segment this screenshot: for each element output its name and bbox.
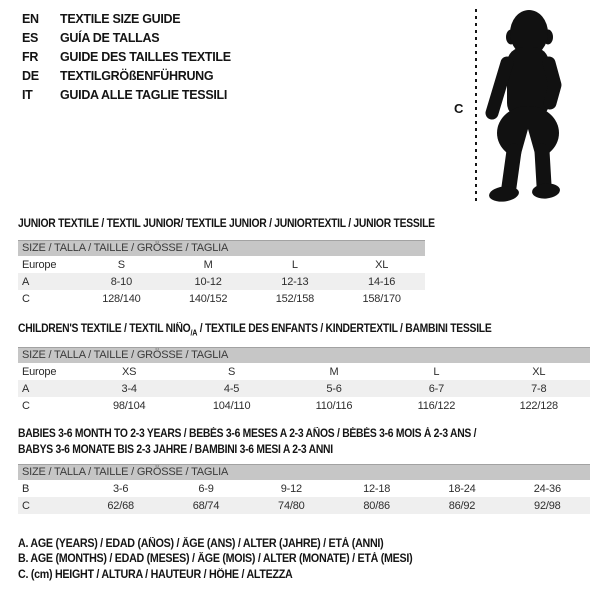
size-table-babies (18, 464, 590, 514)
section-heading-junior: JUNIOR TEXTILE / TEXTIL JUNIOR/ TEXTILE JUNIOR / JUNIORTEXTIL / JUNIOR TESSILE (18, 218, 435, 230)
size-cell: 116/122 (417, 399, 456, 412)
size-cell: 128/140 (102, 292, 141, 305)
size-table-junior (18, 240, 425, 307)
height-dashed-line (475, 9, 477, 205)
size-cell: 62/68 (107, 499, 134, 512)
language-code: EN (22, 12, 39, 26)
table-row (18, 497, 590, 514)
size-cell: 110/116 (315, 399, 353, 412)
size-cell: 140/152 (188, 292, 228, 305)
section-heading-babies-line1: BABIES 3-6 MONTH TO 2-3 YEARS / BEBÉS 3-6 MESES A 2-3 AÑOS / BÉBÉS 3-6 MOIS À 2-3 ANS / (18, 428, 477, 440)
size-cell: 6-7 (428, 382, 445, 395)
section-heading-babies-line2: BABYS 3-6 MONATE BIS 2-3 JAHRE / BAMBINI 3-6 MESI A 2-3 ANNI (18, 444, 333, 456)
size-cell: 4-5 (223, 382, 240, 395)
size-cell: 104/110 (212, 399, 251, 412)
size-cell: 3-6 (113, 482, 129, 495)
language-row-it (22, 86, 231, 105)
language-row-en (22, 10, 231, 29)
size-cell: 86/92 (448, 499, 476, 512)
language-code: ES (22, 31, 39, 45)
language-code: FR (22, 50, 39, 64)
height-figure (450, 5, 570, 210)
size-cell: 12-13 (281, 275, 309, 288)
language-title: GUIDA ALLE TAGLIE TESSILI (60, 88, 228, 102)
size-cell: 5-6 (326, 382, 342, 395)
language-code: DE (22, 69, 39, 83)
size-cell: L (291, 258, 298, 271)
table-row (18, 363, 590, 380)
heading-text: CHILDREN'S TEXTILE / TEXTIL NIÑO (18, 323, 191, 335)
size-cell: 68/74 (192, 499, 220, 512)
size-cell: 74/80 (278, 499, 305, 512)
table-row (18, 290, 425, 307)
size-cell: 24-36 (533, 482, 561, 495)
size-cell: L (433, 365, 440, 378)
toddler-silhouette-icon (483, 5, 568, 207)
row-label: C (22, 399, 30, 412)
size-cell: S (117, 258, 125, 271)
language-title: GUIDE DES TAILLES TEXTILE (60, 50, 231, 64)
size-cell: XS (122, 365, 137, 378)
heading-subscript: /A (190, 328, 198, 338)
size-cell: XL (375, 258, 389, 271)
size-cell: M (329, 365, 339, 378)
height-measure-label: C (454, 101, 464, 116)
footnote-a: A. AGE (YEARS) / EDAD (AÑOS) / ÂGE (ANS) / ALTER (JAHRE) / ETÀ (ANNI) (18, 538, 384, 550)
row-label: A (22, 275, 30, 288)
row-label: C (22, 499, 30, 512)
language-row-es (22, 29, 231, 48)
language-title: GUÍA DE TALLAS (60, 31, 160, 45)
footnotes (18, 537, 442, 583)
footnote-c: C. (cm) HEIGHT / ALTURA / HAUTEUR / HÖHE / ALTEZZA (18, 568, 293, 581)
size-cell: 3-4 (121, 382, 137, 395)
table-row (18, 256, 425, 273)
language-row-de (22, 67, 231, 86)
size-cell: 7-8 (531, 382, 547, 395)
size-header-band: SIZE / TALLA / TAILLE / GRÖSSE / TAGLIA (18, 347, 590, 363)
size-cell: 92/98 (534, 499, 561, 512)
table-row (18, 380, 590, 397)
language-list (22, 10, 231, 105)
size-cell: 158/170 (362, 292, 401, 305)
language-code: IT (22, 88, 33, 102)
table-row (18, 273, 425, 290)
language-title: TEXTILGRÖßENFÜHRUNG (60, 69, 214, 83)
row-label: Europe (22, 258, 57, 271)
row-label: B (22, 482, 30, 495)
section-heading-children (18, 321, 491, 341)
size-cell: 10-12 (194, 275, 222, 288)
size-cell: 18-24 (448, 482, 476, 495)
size-cell: 14-16 (368, 275, 396, 288)
size-cell: S (228, 365, 236, 378)
size-cell: 80/86 (363, 499, 390, 512)
table-row (18, 397, 590, 414)
size-cell: 12-18 (363, 482, 391, 495)
footnote-b: B. AGE (MONTHS) / EDAD (MESES) / ÂGE (MOIS) / ALTER (MONATE) / ETÀ (MESI) (18, 553, 413, 566)
size-cell: 8-10 (110, 275, 132, 288)
size-cell: 6-9 (198, 482, 214, 495)
size-table-children (18, 347, 590, 414)
row-label: C (22, 292, 30, 305)
size-cell: XL (532, 365, 546, 378)
language-row-fr (22, 48, 231, 67)
language-title: TEXTILE SIZE GUIDE (60, 12, 181, 26)
size-cell: 9-12 (280, 482, 302, 495)
size-header-band: SIZE / TALLA / TAILLE / GRÖSSE / TAGLIA (18, 240, 425, 256)
row-label: A (22, 382, 30, 395)
heading-text: / TEXTILE DES ENFANTS / KINDERTEXTIL / BAMBINI TESSILE (197, 323, 492, 335)
row-label: Europe (22, 365, 57, 378)
size-cell: M (203, 258, 213, 271)
size-cell: 152/158 (275, 292, 315, 305)
size-cell: 122/128 (519, 399, 558, 412)
table-row (18, 480, 590, 497)
size-cell: 98/104 (112, 399, 146, 412)
size-header-band: SIZE / TALLA / TAILLE / GRÖSSE / TAGLIA (18, 464, 590, 480)
